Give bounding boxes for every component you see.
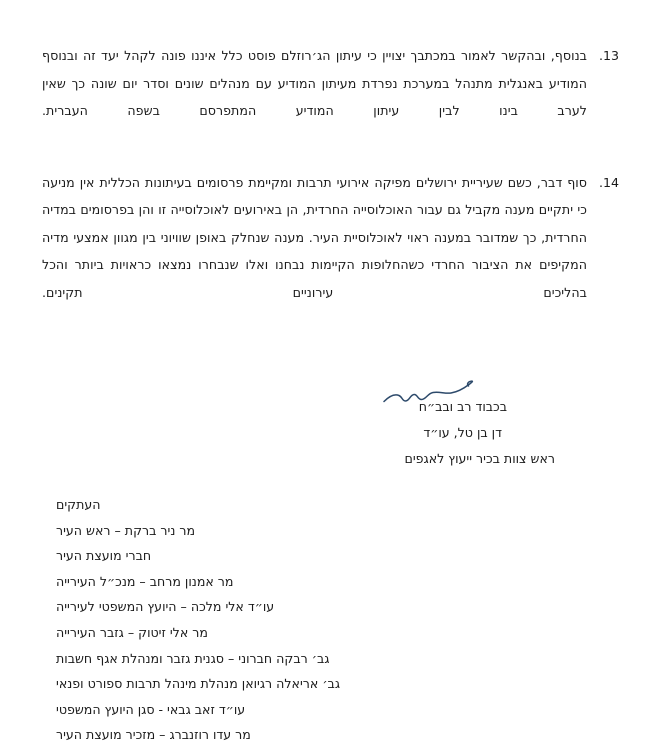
list-item: מר אמנון מרחב – מנכ״ל העירייה bbox=[56, 573, 234, 589]
clause-number: 13. bbox=[598, 48, 619, 63]
clause-14 bbox=[42, 169, 619, 307]
clause-text: סוף דבר, כשם שעיריית ירושלים מפיקה אירועי תרבות ומקיימת פרסומים בעיתונות הכללית אין מניעה כי יתקיים מענה מקביל גם עבור האוכלוסייה החרדית, הן באירועים לאוכלוסייה זו והן בפרסומים במדיה החרדית, כך שמדובר במענה ראוי לאוכלוסיית העיר. מענה שנחלק באופן שוויוני בין מגוון אמצעי מדיה המקיפים את הציבור החרדי כשהחלופות הקיימות נבחנו ואלו שנבחרו נמצאו כראויות ביותר והכל בהליכים עירוניים תקינים. bbox=[42, 174, 587, 300]
clause-text: בנוסף, ובהקשר לאמור במכתבך יצויין כי עיתון הג׳רוזלם פוסט כלל איננו פונה לקהל יעד זה ובנוסף המודיע באנגלית מתנהל במערכת נפרדת מעיתון המודיע עם מנהלים שונים וסדר יום שונה כך שאין לערב בינו לבין עיתון המודיע המתפרסם בשפה העברית. bbox=[42, 48, 587, 118]
list-item: גב׳ רבקה חברוני – סגנית גזבר ומנהלת אגף חשבות bbox=[56, 650, 330, 666]
list-item: עו״ד זאב גבאי - סגן היועץ המשפטי bbox=[56, 701, 246, 717]
clause-13 bbox=[42, 42, 619, 125]
signature-regards-line bbox=[319, 396, 507, 418]
copies-recipient-list bbox=[42, 518, 619, 748]
list-item: עו״ד אלי מלכה – היועץ המשפטי לעירייה bbox=[56, 599, 275, 615]
list-item: חברי מועצת העיר bbox=[56, 548, 152, 564]
signature-regards-text: בכבוד רב ובב״ח bbox=[418, 399, 507, 414]
signer-name: דן בן טל, עו״ד bbox=[423, 425, 502, 440]
clause-list bbox=[42, 42, 619, 350]
signer-role: ראש צוות בכיר ייעוץ לאגפים bbox=[404, 451, 555, 466]
list-item: מר עדו רוזנברג – מזכיר מועצת העיר bbox=[56, 727, 251, 743]
list-item: מר ניר ברקת – ראש העיר bbox=[56, 522, 196, 538]
signature-block bbox=[319, 396, 619, 470]
copies-heading: העתקים bbox=[56, 497, 101, 512]
list-item: גב׳ אריאלה רגיואן מנהלת מינהל תרבות ספורט ופנאי bbox=[56, 676, 341, 692]
clause-number: 14. bbox=[598, 174, 619, 190]
copies-section bbox=[42, 492, 619, 748]
list-item: מר אלי זיטוק – גזבר העירייה bbox=[56, 624, 208, 640]
